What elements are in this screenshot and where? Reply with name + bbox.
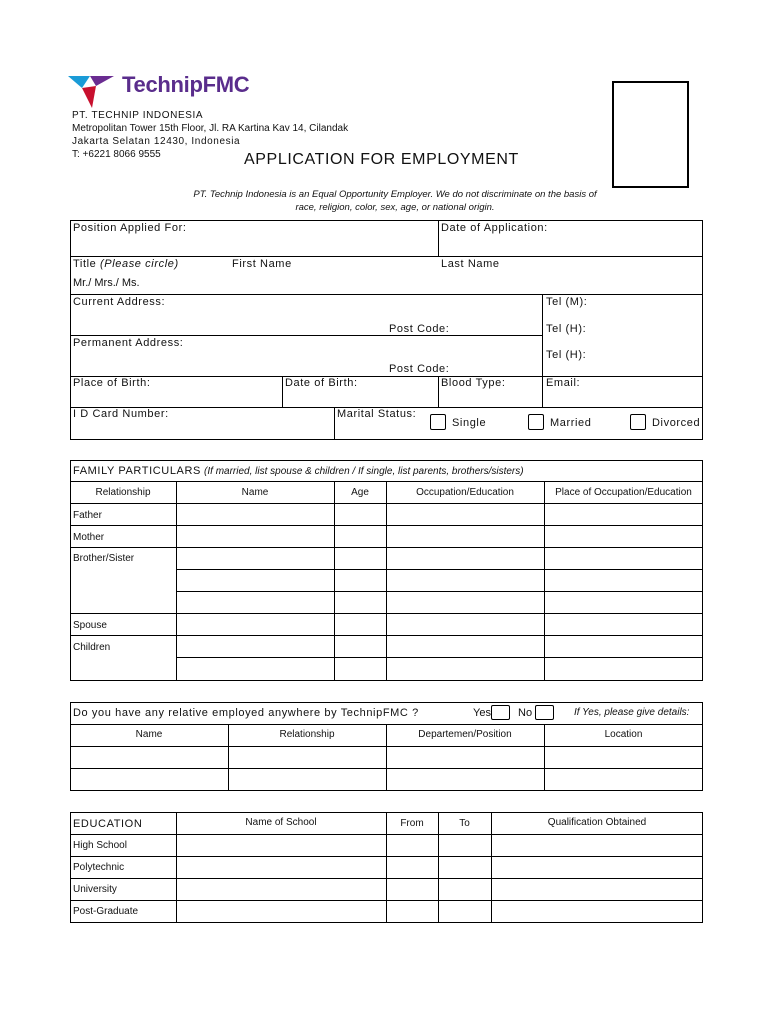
last-name-label: Last Name bbox=[441, 258, 500, 270]
company-address-2: Jakarta Selatan 12430, Indonesia bbox=[72, 136, 241, 147]
date-of-birth-label: Date of Birth: bbox=[285, 377, 358, 389]
family-hint: (If married, list spouse & children / If single, list parents, brothers/sisters) bbox=[204, 466, 524, 477]
family-row-children: Children bbox=[73, 642, 111, 653]
first-name-field[interactable] bbox=[230, 274, 435, 292]
logo-text: TechnipFMC bbox=[122, 72, 250, 97]
tel-h-label-2: Tel (H): bbox=[546, 349, 587, 361]
position-applied-label: Position Applied For: bbox=[73, 222, 187, 234]
relatives-col-relationship: Relationship bbox=[279, 729, 335, 740]
permanent-address-label: Permanent Address: bbox=[73, 337, 184, 349]
family-row-spouse: Spouse bbox=[73, 620, 107, 631]
family-row-father: Father bbox=[73, 510, 102, 521]
company-name: PT. TECHNIP INDONESIA bbox=[72, 110, 204, 121]
divorced-label: Divorced bbox=[652, 417, 701, 429]
family-col-relationship: Relationship bbox=[95, 487, 151, 498]
date-of-application-field[interactable] bbox=[440, 236, 700, 254]
permanent-post-code-label: Post Code: bbox=[389, 363, 450, 375]
family-heading-text: FAMILY PARTICULARS bbox=[73, 465, 201, 477]
family-heading bbox=[73, 465, 524, 477]
last-name-field[interactable] bbox=[440, 274, 700, 292]
relatives-yes-checkbox[interactable] bbox=[491, 705, 510, 720]
education-row-high-school: High School bbox=[73, 840, 127, 851]
tel-m-label: Tel (M): bbox=[546, 296, 588, 308]
relatives-yes-label: Yes bbox=[473, 707, 491, 719]
current-post-code-label: Post Code: bbox=[389, 323, 450, 335]
page-title: APPLICATION FOR EMPLOYMENT bbox=[244, 151, 519, 168]
relatives-col-position: Departemen/Position bbox=[418, 729, 512, 740]
title-options[interactable]: Mr./ Mrs./ Ms. bbox=[73, 277, 140, 289]
family-col-occupation: Occupation/Education bbox=[416, 487, 514, 498]
tel-h-label-1: Tel (H): bbox=[546, 323, 587, 335]
company-address-1: Metropolitan Tower 15th Floor, Jl. RA Kartina Kav 14, Cilandak bbox=[72, 123, 349, 134]
marital-status-label: Marital Status: bbox=[337, 408, 417, 420]
family-row-brother-sister: Brother/Sister bbox=[73, 553, 135, 564]
id-card-label: I D Card Number: bbox=[73, 408, 169, 420]
divorced-checkbox[interactable] bbox=[630, 414, 646, 430]
current-address-label: Current Address: bbox=[73, 296, 166, 308]
eeo-statement-1: PT. Technip Indonesia is an Equal Opportunity Employer. We do not discriminate on the basis of bbox=[193, 189, 597, 200]
relatives-hint: If Yes, please give details: bbox=[574, 707, 690, 718]
company-phone: T: +6221 8066 9555 bbox=[72, 149, 161, 160]
family-col-name: Name bbox=[241, 487, 269, 498]
single-label: Single bbox=[452, 417, 487, 429]
email-label: Email: bbox=[546, 377, 581, 389]
education-row-post-graduate: Post-Graduate bbox=[73, 906, 139, 917]
photo-box bbox=[612, 81, 689, 188]
place-of-birth-label: Place of Birth: bbox=[73, 377, 151, 389]
blood-type-label: Blood Type: bbox=[441, 377, 506, 389]
relatives-no-checkbox[interactable] bbox=[535, 705, 554, 720]
education-col-qualification: Qualification Obtained bbox=[547, 817, 647, 828]
married-checkbox[interactable] bbox=[528, 414, 544, 430]
education-heading: EDUCATION bbox=[73, 818, 143, 830]
relatives-no-label: No bbox=[518, 707, 533, 719]
education-col-school: Name of School bbox=[245, 817, 317, 828]
eeo-statement-2: race, religion, color, sex, age, or national origin. bbox=[295, 202, 495, 213]
relatives-col-name: Name bbox=[135, 729, 163, 740]
education-col-to: To bbox=[459, 818, 470, 829]
position-applied-field[interactable] bbox=[72, 236, 436, 254]
date-of-application-label: Date of Application: bbox=[441, 222, 548, 234]
family-row-mother: Mother bbox=[73, 532, 105, 543]
relatives-col-location: Location bbox=[604, 729, 643, 740]
title-label-text: Title bbox=[73, 258, 97, 270]
technipfmc-arrow-icon bbox=[68, 72, 118, 112]
title-hint: (Please circle) bbox=[100, 258, 179, 270]
company-logo bbox=[68, 72, 298, 112]
married-label: Married bbox=[550, 417, 592, 429]
single-checkbox[interactable] bbox=[430, 414, 446, 430]
first-name-label: First Name bbox=[232, 258, 292, 270]
education-row-polytechnic: Polytechnic bbox=[73, 862, 125, 873]
education-col-from: From bbox=[400, 818, 424, 829]
family-col-age: Age bbox=[351, 487, 369, 498]
education-row-university: University bbox=[73, 884, 117, 895]
title-label bbox=[73, 258, 179, 270]
family-col-place: Place of Occupation/Education bbox=[555, 487, 692, 498]
relatives-question: Do you have any relative employed anywhere by TechnipFMC ? bbox=[73, 707, 419, 719]
